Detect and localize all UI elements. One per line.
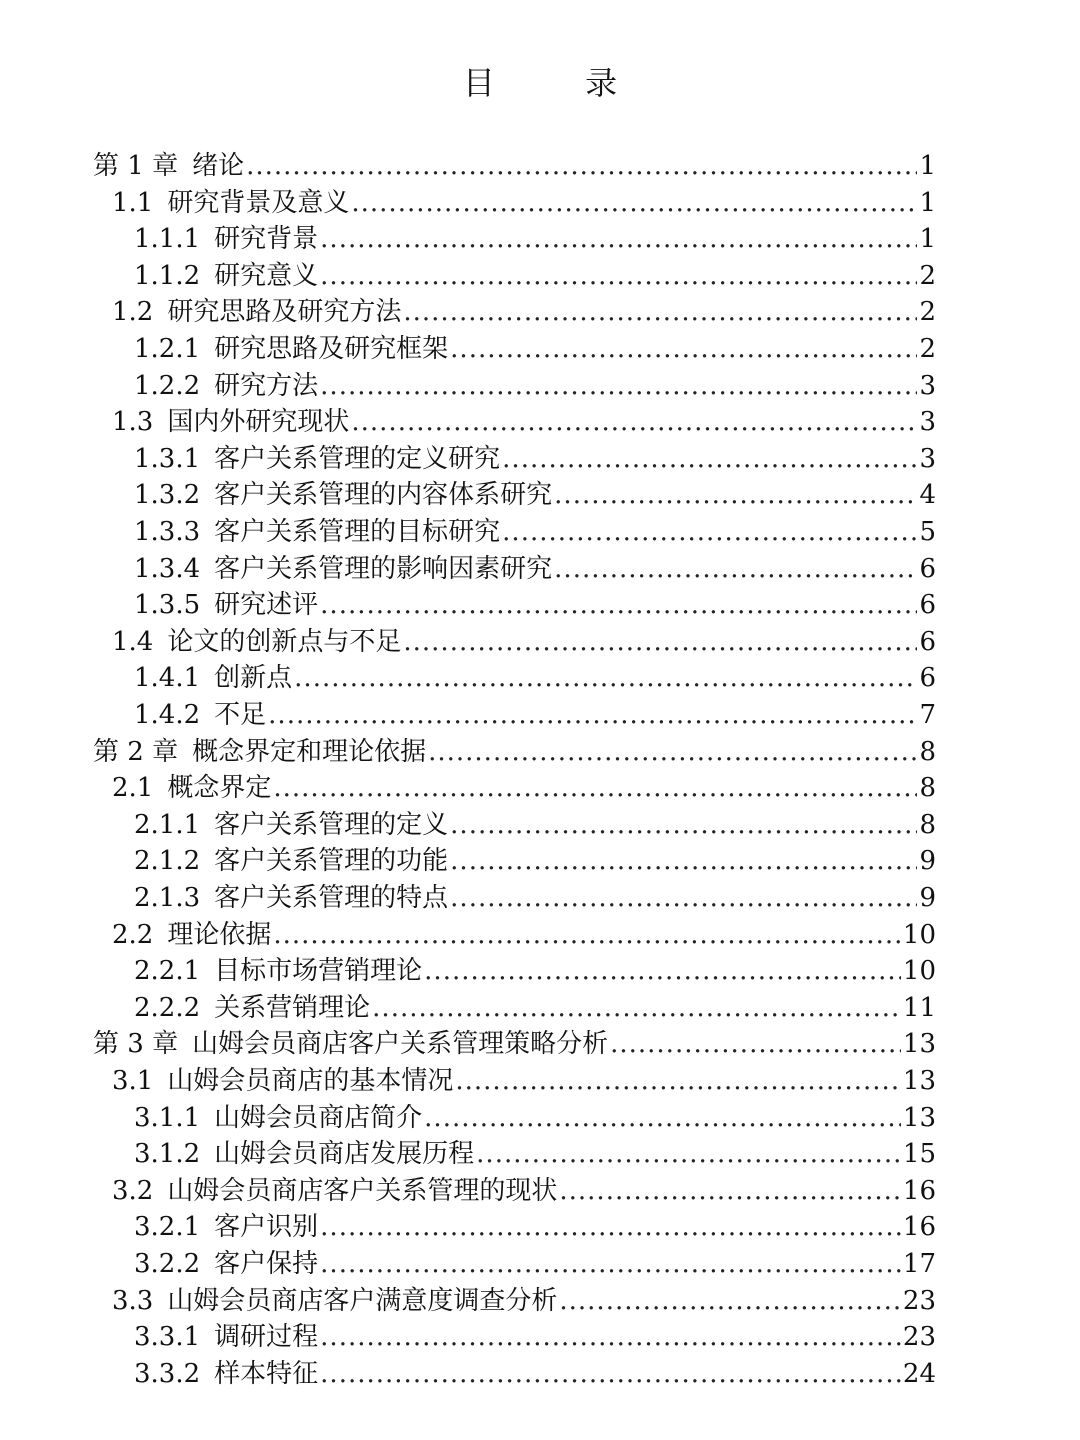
toc-entry-page-number: 6 — [919, 553, 936, 584]
toc-entry-label: 客户关系管理的影响因素研究 — [214, 553, 553, 584]
toc-entry-number: 1.4.1 — [134, 663, 201, 694]
toc-entry-label: 山姆会员商店的基本情况 — [167, 1066, 454, 1096]
toc-entry-number: 1.4.2 — [134, 700, 201, 730]
toc-entry-number: 2.1.3 — [134, 883, 201, 913]
dot-leader — [294, 660, 917, 696]
toc-entry[interactable] — [0, 807, 936, 843]
toc-entry-number: 第 3 章 — [93, 1029, 179, 1060]
toc-entry-label: 研究思路及研究方法 — [167, 297, 402, 328]
toc-entry-number: 3.3 — [112, 1285, 154, 1316]
toc-entry-number: 2.2.2 — [134, 992, 201, 1023]
toc-entry-number: 1.2 — [112, 297, 154, 328]
toc-entry-page-number: 6 — [919, 626, 936, 657]
toc-entry-page-number: 2 — [919, 334, 936, 364]
dot-leader — [428, 734, 917, 770]
dot-leader — [372, 990, 901, 1026]
dot-leader — [320, 1356, 901, 1392]
toc-entry[interactable] — [0, 917, 936, 953]
toc-entry-number: 3.1.2 — [134, 1139, 201, 1170]
toc-entry[interactable] — [0, 1136, 936, 1172]
toc-entry-page-number: 7 — [919, 700, 936, 730]
toc-entry-page-number: 15 — [902, 1139, 936, 1170]
toc-entry-number: 2.1.1 — [134, 809, 201, 840]
toc-entry-page-number: 3 — [919, 370, 936, 401]
toc-entry-label: 研究背景及意义 — [167, 187, 350, 218]
toc-entry[interactable] — [0, 551, 936, 587]
toc-entry-page-number: 23 — [902, 1322, 936, 1353]
toc-entry-label: 关系营销理论 — [214, 992, 371, 1023]
dot-leader — [320, 1246, 901, 1282]
dot-leader — [246, 148, 917, 184]
toc-entry-number: 第 2 章 — [93, 736, 179, 767]
dot-leader — [450, 880, 917, 916]
toc-entry-number: 3.2.1 — [134, 1212, 201, 1243]
toc-entry-label: 研究方法 — [214, 370, 319, 401]
dot-leader — [610, 1026, 901, 1062]
dot-leader — [424, 953, 901, 989]
toc-entry-number: 第 1 章 — [93, 151, 179, 181]
dot-leader — [273, 770, 917, 806]
toc-entry[interactable] — [0, 1100, 936, 1136]
toc-entry-number: 1.3 — [112, 407, 154, 438]
toc-entry[interactable] — [0, 1319, 936, 1355]
dot-leader — [450, 331, 917, 367]
toc-entry-label: 研究意义 — [214, 260, 319, 291]
toc-entry-label: 国内外研究现状 — [167, 407, 350, 438]
dot-leader — [455, 1063, 901, 1099]
dot-leader — [273, 917, 901, 953]
toc-entry-label: 研究思路及研究框架 — [214, 334, 449, 364]
toc-entry-page-number: 8 — [919, 809, 936, 840]
toc-entry-number: 3.2.2 — [134, 1249, 201, 1279]
toc-entry-number: 1.1 — [112, 187, 154, 218]
toc-entry-label: 客户关系管理的特点 — [214, 883, 449, 913]
toc-entry[interactable] — [0, 477, 936, 513]
toc-entry-label: 山姆会员商店客户关系管理策略分析 — [192, 1029, 609, 1060]
toc-entry-page-number: 3 — [919, 407, 936, 438]
toc-entry[interactable] — [0, 185, 936, 221]
toc-entry-page-number: 24 — [902, 1358, 936, 1389]
toc-entry-page-number: 9 — [919, 846, 936, 877]
toc-entry-number: 3.2 — [112, 1175, 154, 1206]
toc-entry-label: 调研过程 — [214, 1322, 319, 1353]
toc-entry-label: 研究背景 — [214, 224, 319, 255]
toc-entry-label: 客户关系管理的定义 — [214, 809, 449, 840]
toc-entry-label: 客户保持 — [214, 1249, 319, 1279]
toc-entry[interactable] — [0, 441, 936, 477]
toc-entry-page-number: 17 — [902, 1249, 936, 1279]
toc-entry-number: 1.3.4 — [134, 553, 201, 584]
toc-entry[interactable] — [0, 1246, 936, 1282]
dot-leader — [320, 587, 917, 623]
toc-entry-label: 概念界定和理论依据 — [192, 736, 427, 767]
toc-entry-page-number: 6 — [919, 590, 936, 621]
toc-entry[interactable] — [0, 770, 936, 806]
toc-entry[interactable] — [0, 843, 936, 879]
toc-entry-label: 山姆会员商店简介 — [214, 1102, 423, 1133]
dot-leader — [476, 1136, 901, 1172]
toc-entry-page-number: 13 — [902, 1029, 936, 1060]
toc-entry[interactable] — [0, 660, 936, 696]
toc-entry-number: 1.1.2 — [134, 260, 201, 291]
toc-entry[interactable] — [0, 990, 936, 1026]
toc-entry-label: 客户识别 — [214, 1212, 319, 1243]
toc-entry-number: 1.3.2 — [134, 480, 201, 511]
toc-entry-page-number: 5 — [919, 517, 936, 547]
toc-entry-number: 3.1 — [112, 1066, 154, 1096]
toc-entry[interactable] — [0, 368, 936, 404]
toc-entry-number: 1.3.3 — [134, 517, 201, 547]
toc-entry-label: 绪论 — [192, 151, 245, 181]
toc-entry-label: 论文的创新点与不足 — [167, 626, 402, 657]
toc-entry-page-number: 8 — [919, 773, 936, 804]
dot-leader — [403, 294, 917, 330]
toc-entry[interactable] — [0, 1356, 936, 1392]
toc-entry-label: 客户关系管理的定义研究 — [214, 443, 501, 474]
toc-entry-number: 2.1.2 — [134, 846, 201, 877]
toc-entry[interactable] — [0, 1173, 936, 1209]
toc-entry-label: 山姆会员商店发展历程 — [214, 1139, 475, 1170]
toc-entry-number: 2.2 — [112, 919, 154, 950]
toc-entry-page-number: 2 — [919, 260, 936, 291]
toc-entry-page-number: 1 — [919, 151, 936, 181]
toc-entry-page-number: 3 — [919, 443, 936, 474]
toc-entry[interactable] — [0, 587, 936, 623]
toc-entry-page-number: 13 — [902, 1102, 936, 1133]
toc-entry-page-number: 9 — [919, 883, 936, 913]
dot-leader — [320, 258, 917, 294]
toc-entry-number: 1.2.2 — [134, 370, 201, 401]
toc-entry[interactable] — [0, 880, 936, 916]
toc-entry-number: 1.3.1 — [134, 443, 201, 474]
toc-entry-number: 3.3.1 — [134, 1322, 201, 1353]
dot-leader — [351, 185, 917, 221]
toc-entry[interactable] — [0, 404, 936, 440]
toc-entry-number: 1.4 — [112, 626, 154, 657]
toc-entry-label: 创新点 — [214, 663, 293, 694]
toc-entry[interactable] — [0, 514, 936, 550]
dot-leader — [320, 221, 917, 257]
toc-entry[interactable] — [0, 331, 936, 367]
toc-entry-label: 目标市场营销理论 — [214, 956, 423, 987]
toc-entry-label: 理论依据 — [167, 919, 272, 950]
dot-leader — [559, 1283, 901, 1319]
toc-entry-label: 研究述评 — [214, 590, 319, 621]
toc-entry[interactable] — [0, 258, 936, 294]
page-title: 目 录 — [462, 64, 658, 102]
toc-entry-number: 3.3.2 — [134, 1358, 201, 1389]
toc-entry[interactable] — [0, 624, 936, 660]
dot-leader — [320, 1209, 901, 1245]
toc-entry-page-number: 4 — [919, 480, 936, 511]
dot-leader — [320, 368, 917, 404]
toc-entry-number: 3.1.1 — [134, 1102, 201, 1133]
toc-entry-page-number: 6 — [919, 663, 936, 694]
dot-leader — [268, 697, 917, 733]
dot-leader — [450, 843, 917, 879]
dot-leader — [320, 1319, 901, 1355]
toc-entry-number: 2.1 — [112, 773, 154, 804]
toc-entry-page-number: 1 — [919, 187, 936, 218]
toc-entry-number: 1.1.1 — [134, 224, 201, 255]
toc-entry[interactable] — [0, 294, 936, 330]
toc-entry[interactable] — [0, 734, 936, 770]
toc-entry-label: 概念界定 — [167, 773, 272, 804]
toc-entry-page-number: 16 — [902, 1212, 936, 1243]
toc-entry[interactable] — [0, 221, 936, 257]
toc-entry-page-number: 2 — [919, 297, 936, 328]
toc-entry-label: 不足 — [214, 700, 267, 730]
toc-entry[interactable] — [0, 1283, 936, 1319]
dot-leader — [424, 1100, 901, 1136]
toc-entry[interactable] — [0, 1063, 936, 1099]
toc-entry-page-number: 23 — [902, 1285, 936, 1316]
dot-leader — [502, 441, 917, 477]
toc-entry-number: 2.2.1 — [134, 956, 201, 987]
toc-entry[interactable] — [0, 1209, 936, 1245]
dot-leader — [502, 514, 917, 550]
dot-leader — [351, 404, 917, 440]
dot-leader — [559, 1173, 901, 1209]
toc-entry-page-number: 16 — [902, 1175, 936, 1206]
toc-entry[interactable] — [0, 1026, 936, 1062]
toc-entry[interactable] — [0, 148, 936, 184]
toc-entry-page-number: 10 — [902, 919, 936, 950]
toc-entry-page-number: 13 — [902, 1066, 936, 1096]
toc-entry-label: 样本特征 — [214, 1358, 319, 1389]
toc-entry-label: 客户关系管理的功能 — [214, 846, 449, 877]
toc-entry-label: 山姆会员商店客户满意度调查分析 — [167, 1285, 558, 1316]
toc-entry-label: 山姆会员商店客户关系管理的现状 — [167, 1175, 558, 1206]
toc-entry-page-number: 1 — [919, 224, 936, 255]
toc-entry-label: 客户关系管理的目标研究 — [214, 517, 501, 547]
toc-entry-page-number: 8 — [919, 736, 936, 767]
dot-leader — [450, 807, 917, 843]
dot-leader — [403, 624, 917, 660]
toc-entry-page-number: 11 — [902, 992, 936, 1023]
toc-entry-page-number: 10 — [902, 956, 936, 987]
dot-leader — [554, 551, 917, 587]
toc-entry-label: 客户关系管理的内容体系研究 — [214, 480, 553, 511]
dot-leader — [554, 477, 917, 513]
toc-entry[interactable] — [0, 953, 936, 989]
toc-entry[interactable] — [0, 697, 936, 733]
toc-entry-number: 1.3.5 — [134, 590, 201, 621]
toc-entry-number: 1.2.1 — [134, 334, 201, 364]
